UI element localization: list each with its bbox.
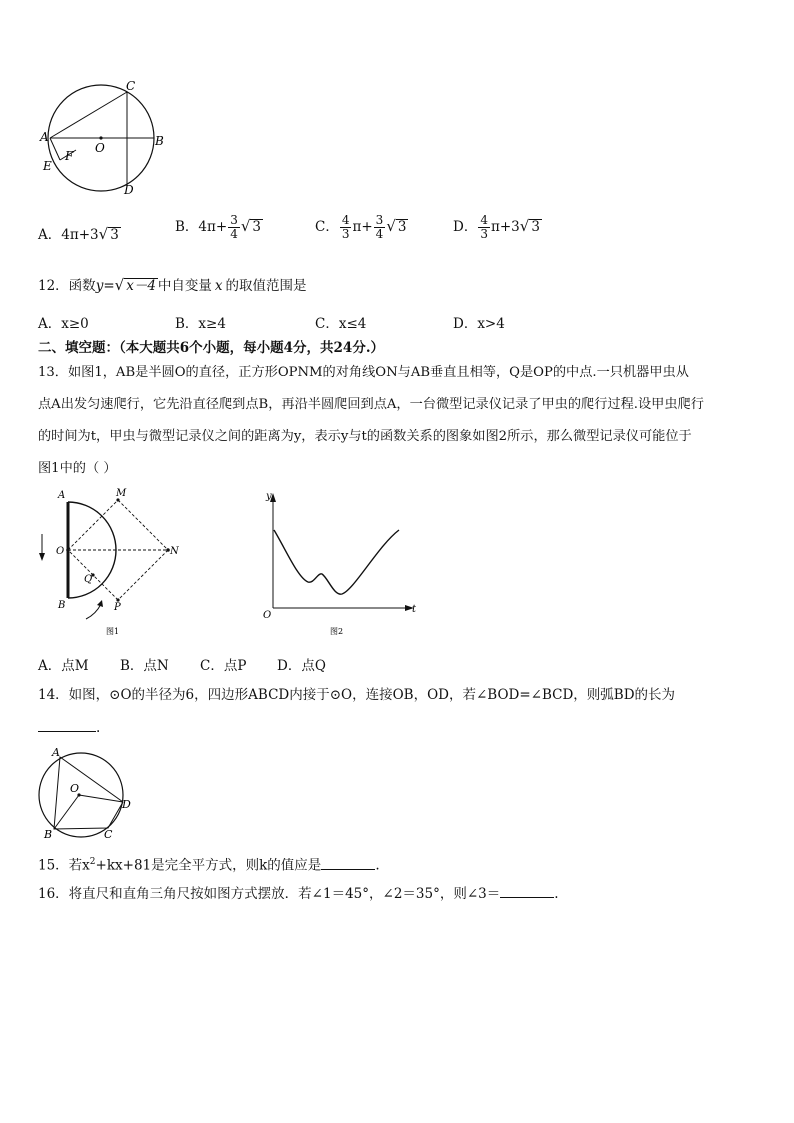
q13-fig2-curve <box>274 530 399 594</box>
q13-line-4: 图1中的（ ） <box>38 461 117 476</box>
q14-circle-figure <box>32 746 142 842</box>
q11-c-fraction-1: $\frac{4}{3}$ <box>341 213 350 241</box>
q13-fig1-caption: 图1 <box>106 627 120 636</box>
q15-stem: 15．若$x^2+kx+81$是完全平方式，则k的值应是 . <box>38 852 380 876</box>
q14-label-o: O <box>70 782 80 795</box>
q11-option-d[interactable]: D． $\frac{4}{3}$ π+3√ 3 <box>453 213 540 241</box>
q12-option-b[interactable]: B．x≥4 <box>175 316 226 332</box>
q13-line-1: 13．如图1，AB是半圆O的直径，正方形OPNM的对角线ON与AB垂直且相等，Q是OP的中点.一只机器甲虫从 <box>38 365 689 380</box>
q14-label-a: A <box>52 746 60 759</box>
q13-option-a[interactable]: A．点M <box>38 658 89 674</box>
q13-option-c[interactable]: C．点P <box>200 658 247 674</box>
section2-title: 二、填空题：（本大题共6个小题，每小题4分，共24分.） <box>38 340 385 356</box>
q13-fig1-label-b: B <box>58 600 66 611</box>
q13-fig1-label-a: A <box>58 490 66 501</box>
q16-stem: 16．将直尺和直角三角尺按如图方式摆放．若∠1＝45°，∠2＝35°，则∠3＝ . <box>38 883 559 904</box>
q11-option-c[interactable]: C． $\frac{4}{3}$ π+ $\frac{3}{4}$ √ 3 <box>315 213 407 241</box>
q12-option-c[interactable]: C．x≤4 <box>315 316 367 332</box>
q11-circle-figure <box>38 78 173 200</box>
q11-label-a: A <box>40 130 49 144</box>
q14-line-ob <box>54 795 79 829</box>
q13-fig2-caption: 图2 <box>330 627 344 636</box>
q13-line-2: 点A出发匀速爬行，它先沿直径爬到点B，再沿半圆爬回到点A，一台微型记录仪记录了甲虫的爬行过程.设甲虫爬行 <box>38 397 704 412</box>
q13-line-om <box>68 500 118 550</box>
q13-curve-arrow <box>86 604 101 619</box>
q13-line-np <box>118 550 168 600</box>
q13-curve-arrowhead <box>97 600 103 607</box>
q13-figure-1 <box>36 486 186 641</box>
q16-answer-blank[interactable] <box>500 883 554 898</box>
q13-fig2-label-y: y <box>266 491 272 502</box>
q13-option-b[interactable]: B．点N <box>120 658 169 674</box>
q13-line-mn <box>118 500 168 550</box>
q11-label-b: B <box>155 134 164 148</box>
q11-label-c: C <box>126 79 136 93</box>
q11-label-d: D <box>124 183 134 197</box>
q13-fig1-label-m: M <box>116 488 127 499</box>
q11-label-o: O <box>95 141 105 155</box>
q13-fig2-label-o: O <box>263 610 272 621</box>
q11-b-fraction: $\frac{3}{4}$ <box>230 213 238 241</box>
q14-line-od <box>79 795 123 802</box>
q14-stem: 14．如图，⊙O的半径为6，四边形ABCD内接于⊙O，连接OB，OD，若∠BOD=∠BCD，则弧BD的长为 <box>38 687 676 703</box>
q11-option-b[interactable]: B．4π+ $\frac{3}{4}$ √ 3 <box>175 213 261 241</box>
q13-fig1-label-p: P <box>114 602 121 613</box>
q11-c-fraction-2: $\frac{3}{4}$ <box>375 213 384 241</box>
q14-answer-line[interactable]: . <box>38 717 100 738</box>
q13-line-3: 的时间为t，甲虫与微型记录仪之间的距离为y，表示y与t的函数关系的图象如图2所示，那么微型记录仪可能位于 <box>38 429 692 444</box>
q15-answer-blank[interactable] <box>321 855 375 870</box>
q13-fig1-label-q: Q <box>84 574 93 585</box>
q13-dot-o <box>66 548 70 552</box>
q12-option-a[interactable]: A．x≥0 <box>38 316 89 332</box>
q14-label-d: D <box>122 798 131 811</box>
q13-fig1-label-o: O <box>56 546 65 557</box>
q13-down-arrowhead <box>39 553 45 561</box>
q12-stem: 12．函数y=√ x－4 中自变量 x 的取值范围是 <box>38 276 307 294</box>
q11-d-fraction: $\frac{4}{3}$ <box>480 213 488 241</box>
q11-label-e: E <box>43 159 52 173</box>
q11-label-f: F <box>65 149 74 163</box>
q14-label-b: B <box>44 828 53 841</box>
q13-option-d[interactable]: D．点Q <box>277 658 326 674</box>
q11-option-a[interactable]: A．4π+3√ 3 <box>38 225 119 243</box>
q13-figure-2 <box>258 486 423 641</box>
q12-option-d[interactable]: D．x>4 <box>453 316 505 332</box>
q13-fig1-label-n: N <box>170 546 179 557</box>
q14-label-c: C <box>104 828 113 841</box>
q11-line-ac <box>50 92 127 138</box>
q13-fig2-label-t: t <box>412 604 417 615</box>
q11-center-dot <box>99 136 102 139</box>
q14-answer-blank[interactable] <box>38 717 96 732</box>
